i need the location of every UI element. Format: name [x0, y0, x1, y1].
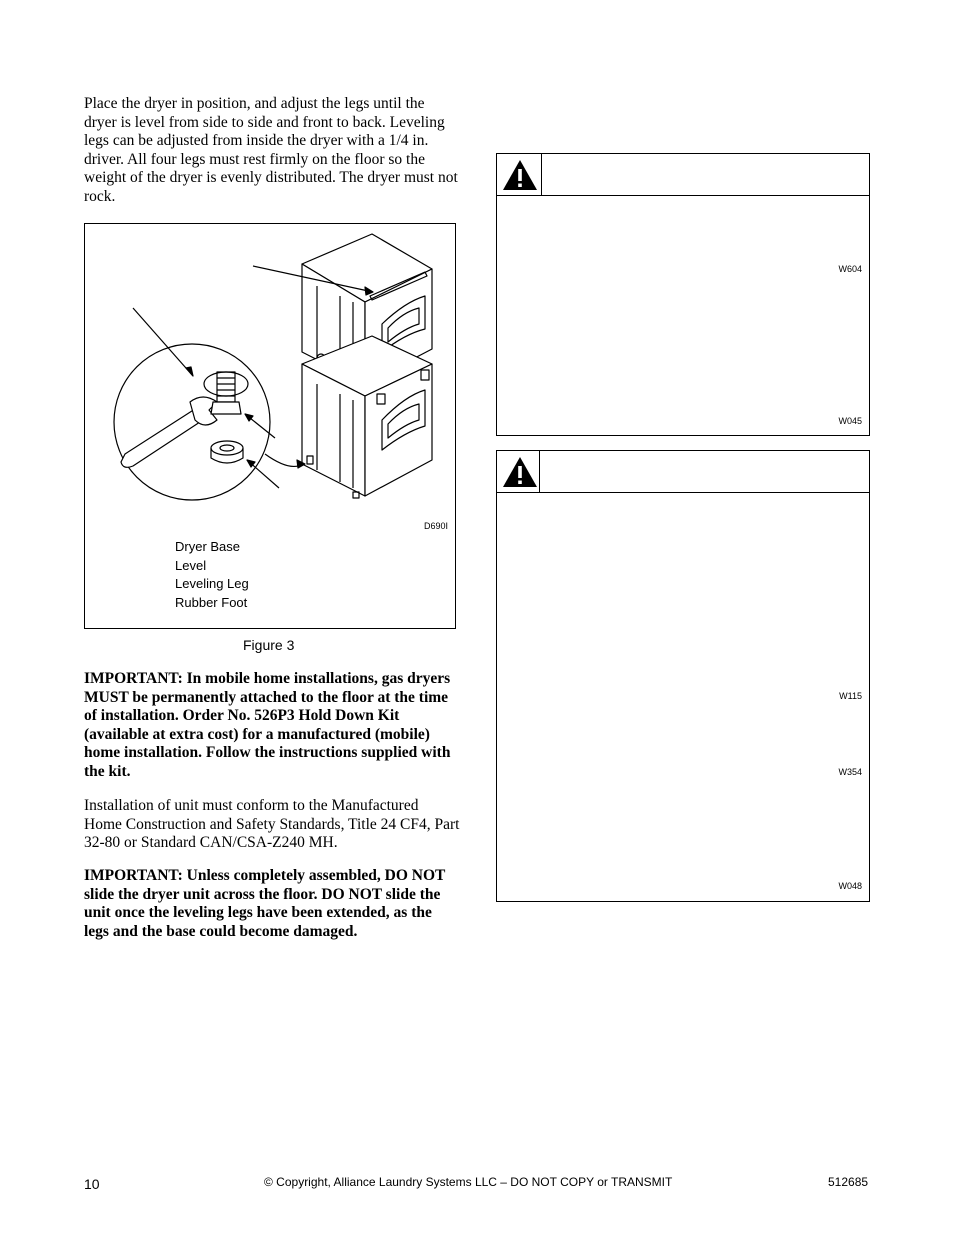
warning-triangle-icon [502, 456, 538, 488]
warning-header [497, 451, 869, 493]
important-mobile-home: IMPORTANT: In mobile home installations, gas dryers MUST be permanently attached to the floor at the time of installation. Order No. 526P3 Hold Down Kit (available at extra cost) for a manufactured (mobile) home installation. Follow the instructions supplied with the kit. [84, 670, 451, 780]
footer-copyright: © Copyright, Alliance Laundry Systems LLC – DO NOT COPY or TRANSMIT [264, 1175, 673, 1189]
stacked-dryer-illustration [302, 234, 432, 498]
intro-paragraph: Place the dryer in position, and adjust the legs until the dryer is level from side to side and front to back. Leveling legs can be adjusted from inside the dryer with a 1/4 in. driver. All four legs must rest firmly on the floor so the weight of the dryer is evenly distributed. The dryer must not rock. [84, 95, 458, 205]
important-do-not-slide: IMPORTANT: Unless completely assembled, DO NOT slide the dryer unit across the floor. DO NOT slide the unit once the leveling legs have been extended, as the legs and the base could become damaged. [84, 867, 446, 940]
warning-header [497, 154, 869, 196]
warning-code: W354 [838, 767, 862, 777]
warning-box-1 [496, 153, 870, 436]
warning-icon-cell [497, 451, 540, 492]
warning-code: W604 [838, 264, 862, 274]
figure-3 [84, 223, 456, 629]
dryer-leveling-illustration [85, 224, 457, 630]
warning-code: W045 [838, 416, 862, 426]
document-number: 512685 [828, 1175, 869, 1189]
installation-standards-paragraph: Installation of unit must conform to the Manufactured Home Construction and Safety Standards, Title 24 CF4, Part 32-80 or Standard CAN/CSA-Z240 MH. [84, 797, 460, 852]
legend-leveling-leg: Leveling Leg [175, 576, 249, 592]
warning-code: W048 [838, 881, 862, 891]
warning-box-2 [496, 450, 870, 902]
warning-code: W115 [839, 691, 862, 701]
figure-code: D690I [424, 521, 449, 531]
figure-legend [175, 538, 249, 613]
figure-caption: Figure 3 [243, 637, 295, 653]
legend-dryer-base: Dryer Base [175, 539, 241, 554]
warning-triangle-icon [502, 159, 538, 191]
warning-icon-cell [497, 154, 542, 195]
page-number: 10 [84, 1176, 100, 1192]
legend-rubber-foot: Rubber Foot [175, 595, 248, 611]
legend-level: Level [175, 557, 207, 573]
